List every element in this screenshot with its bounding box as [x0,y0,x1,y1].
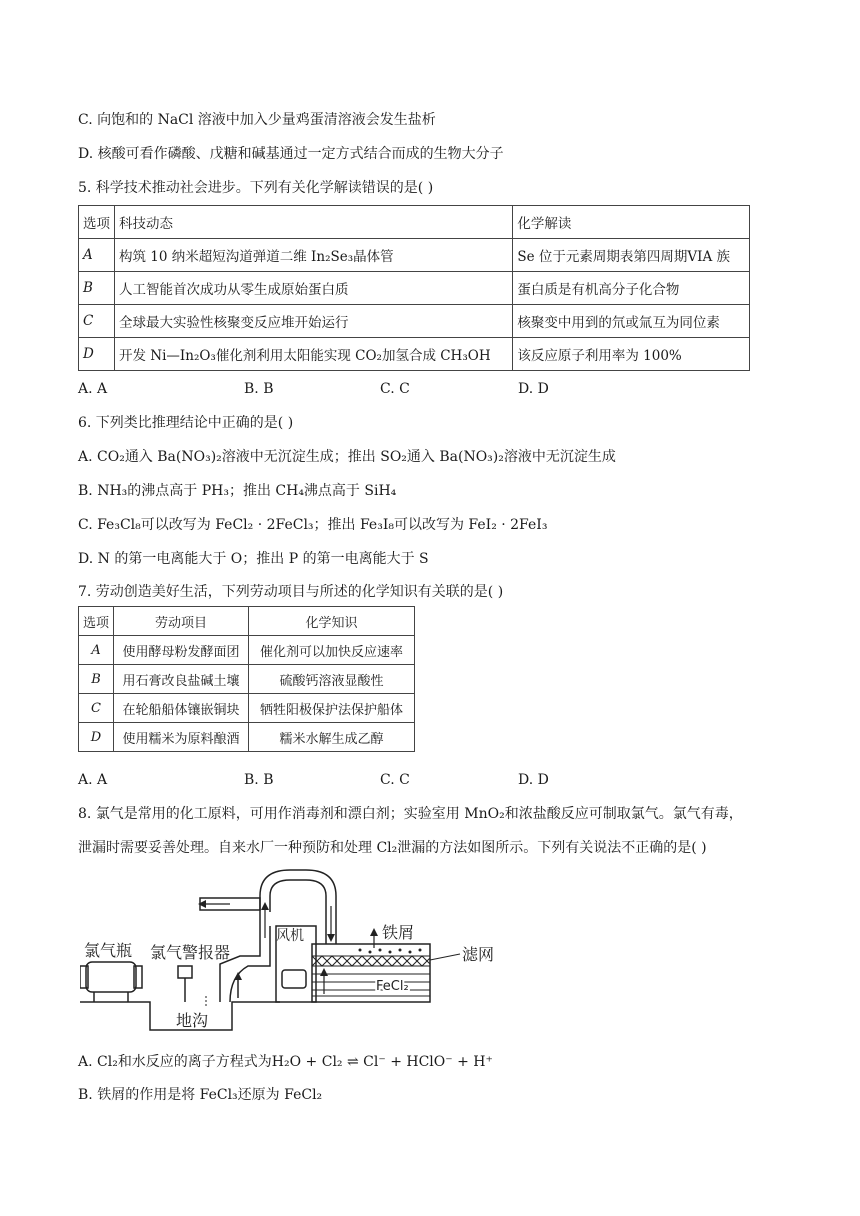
table-cell: 化学解读 [513,206,750,239]
option-b: B. B [244,772,274,788]
table-cell: 选项 [79,607,114,636]
table-cell: 科技动态 [115,206,513,239]
chlorine-leak-diagram [80,866,500,1038]
table-row [79,239,750,272]
chlorine-cylinder-icon [80,962,142,1002]
question-6-option-d: D. N 的第一电离能大于 O；推出 P 的第一电离能大于 S [78,551,429,567]
table-cell: A [79,239,115,272]
table-cell: Se 位于元素周期表第四周期VIA 族 [513,239,750,272]
table-cell: 使用糯米为原料酿酒 [114,723,249,752]
table-row [79,636,415,665]
option-c: C. C [380,381,410,397]
table-cell: A [79,636,114,665]
table-cell: 该反应原子利用率为 100% [513,338,750,371]
question-5-options [78,379,618,399]
question-7-table [78,606,415,752]
table-cell: 化学知识 [249,607,415,636]
table-cell: 蛋白质是有机高分子化合物 [513,272,750,305]
alarm-icon [178,966,192,1002]
table-cell: 人工智能首次成功从零生成原始蛋白质 [115,272,513,305]
option-d: D. D [518,772,549,788]
option-b: B. B [244,381,274,397]
table-cell: B [79,665,114,694]
question-7-options [78,770,618,790]
question-6-option-c: C. Fe₃Cl₈可以改写为 FeCl₂ · 2FeCl₃；推出 Fe₃I₈可以改写为 FeI₂ · 2FeI₃ [78,517,548,533]
table-row [79,338,750,371]
option-a: A. A [78,772,108,788]
table-row [79,723,415,752]
option-c: C. C [380,772,410,788]
filter-mesh [312,956,430,966]
label-alarm: 氯气警报器 [150,943,231,962]
table-cell: 构筑 10 纳米超短沟道弹道二维 In₂Se₃晶体管 [115,239,513,272]
table-cell: 劳动项目 [114,607,249,636]
question-8-stem-line-2: 泄漏时需要妥善处理。自来水厂一种预防和处理 Cl₂泄漏的方法如图所示。下列有关说法不正确的是( ) [78,840,707,856]
table-row [79,272,750,305]
label-iron: 铁屑 [382,923,415,942]
table-cell: 核聚变中用到的氘或氚互为同位素 [513,305,750,338]
table-cell: C [79,305,115,338]
question-8-option-a: A. Cl₂和水反应的离子方程式为H₂O + Cl₂ ⇌ Cl⁻ + HClO⁻ + H⁺ [78,1054,493,1070]
table-cell: 使用酵母粉发酵面团 [114,636,249,665]
table-cell: 开发 Ni—In₂O₃催化剂利用太阳能实现 CO₂加氢合成 CH₃OH [115,338,513,371]
table-row [79,694,415,723]
table-cell: D [79,723,114,752]
table-cell: B [79,272,115,305]
table-row [79,305,750,338]
table-cell: C [79,694,114,723]
table-cell: 全球最大实验性核聚变反应堆开始运行 [115,305,513,338]
label-solution: FeCl₂ [376,979,409,994]
table-header-row [79,607,415,636]
question-6-stem: 6. 下列类比推理结论中正确的是( ) [78,415,294,431]
table-cell: 硫酸钙溶液显酸性 [249,665,415,694]
label-trench: 地沟 [176,1011,209,1030]
table-cell: 糯米水解生成乙醇 [249,723,415,752]
question-7-stem: 7. 劳动创造美好生活，下列劳动项目与所述的化学知识有关联的是( ) [78,584,504,600]
table-row [79,665,415,694]
label-fan: 风机 [276,928,304,944]
question-8-option-b: B. 铁屑的作用是将 FeCl₃还原为 FeCl₂ [78,1087,323,1103]
question-8-stem-line-1: 8. 氯气是常用的化工原料，可用作消毒剂和漂白剂；实验室用 MnO₂和浓盐酸反应可制取氯气。氯气有毒， [78,806,743,822]
option-c-text: C. 向饱和的 NaCl 溶液中加入少量鸡蛋清溶液会发生盐析 [78,112,436,128]
label-cylinder: 氯气瓶 [84,941,133,960]
question-5-stem: 5. 科学技术推动社会进步。下列有关化学解读错误的是( ) [78,180,434,196]
option-d-text: D. 核酸可看作磷酸、戊糖和碱基通过一定方式结合而成的生物大分子 [78,146,504,162]
table-cell: D [79,338,115,371]
option-d: D. D [518,381,549,397]
table-cell: 牺牲阳极保护法保护船体 [249,694,415,723]
label-filter: 滤网 [462,945,495,964]
table-cell: 在轮船船体镶嵌铜块 [114,694,249,723]
table-cell: 催化剂可以加快反应速率 [249,636,415,665]
table-header-row [79,206,750,239]
question-6-option-b: B. NH₃的沸点高于 PH₃；推出 CH₄沸点高于 SiH₄ [78,483,397,499]
question-5-table [78,205,750,371]
option-a: A. A [78,381,108,397]
question-6-option-a: A. CO₂通入 Ba(NO₃)₂溶液中无沉淀生成；推出 SO₂通入 Ba(NO₃)₂溶液中无沉淀生成 [78,449,616,465]
table-cell: 选项 [79,206,115,239]
table-cell: 用石膏改良盐碱土壤 [114,665,249,694]
